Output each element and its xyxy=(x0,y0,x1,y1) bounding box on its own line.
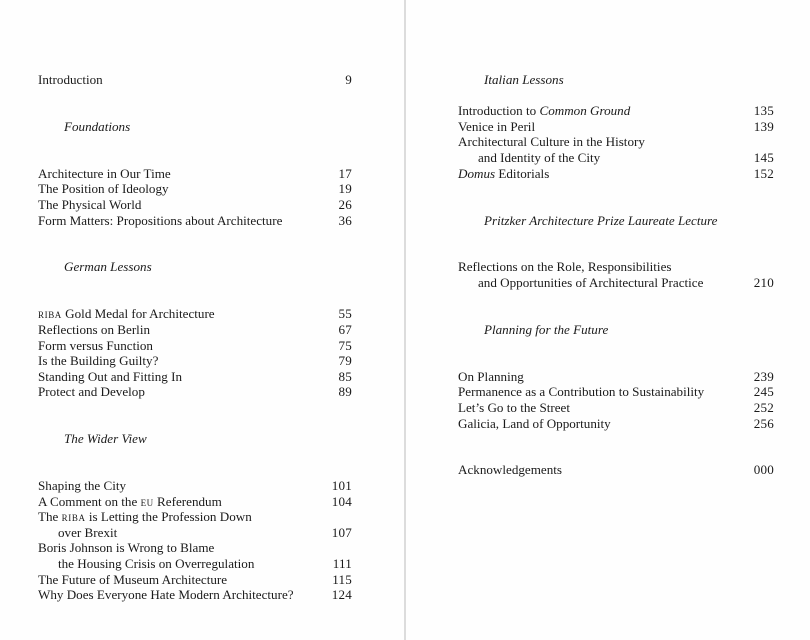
toc-entry[interactable]: Reflections on Berlin 67 xyxy=(38,321,352,337)
page-number: 124 xyxy=(331,587,352,603)
toc-entry[interactable]: Is the Building Guilty? 79 xyxy=(38,353,352,369)
page-number: 17 xyxy=(338,165,352,181)
toc-entry[interactable]: Venice in Peril 139 xyxy=(458,118,774,134)
toc-entry[interactable]: Let’s Go to the Street 252 xyxy=(458,400,774,415)
page-number: 111 xyxy=(332,556,352,572)
right-contents-column xyxy=(458,72,774,478)
toc-entry[interactable]: Domus Editorials 152 xyxy=(458,165,774,181)
page-number: 9 xyxy=(345,72,352,87)
page-number: 36 xyxy=(338,212,352,228)
page-number: 239 xyxy=(753,368,774,384)
page-number: 135 xyxy=(753,103,774,119)
left-page xyxy=(0,0,404,640)
page-number: 256 xyxy=(753,415,774,431)
toc-entry[interactable]: Form Matters: Propositions about Architecture 36 xyxy=(38,212,352,228)
page-number: 115 xyxy=(332,571,352,587)
page-number: 19 xyxy=(338,181,352,197)
toc-entry[interactable]: The Physical World 26 xyxy=(38,196,352,212)
left-contents-column xyxy=(38,72,352,603)
toc-entry[interactable]: Standing Out and Fitting In 85 xyxy=(38,368,352,384)
page-number: 75 xyxy=(338,337,352,353)
page-number: 67 xyxy=(338,321,352,337)
page-number: 79 xyxy=(338,353,352,369)
toc-entry-acknowledgements[interactable]: Acknowledgements 000 xyxy=(458,462,774,478)
toc-entry[interactable]: Why Does Everyone Hate Modern Architecture? 124 xyxy=(38,587,352,603)
section-heading-italian-lessons: Italian Lessons xyxy=(484,72,564,87)
toc-entry[interactable]: riba Gold Medal for Architecture 55 xyxy=(38,306,352,322)
toc-entry[interactable]: The Future of Museum Architecture 115 xyxy=(38,571,352,587)
toc-entry[interactable]: A Comment on the eu Referendum 104 xyxy=(38,493,352,509)
section-heading-pritzker: Pritzker Architecture Prize Laureate Lecture xyxy=(484,212,718,228)
toc-entry[interactable]: Protect and Develop 89 xyxy=(38,384,352,400)
page-number: 152 xyxy=(753,165,774,181)
page-number: 245 xyxy=(753,384,774,400)
page-number: 000 xyxy=(753,462,774,478)
toc-entry-continuation[interactable]: the Housing Crisis on Overregulation 111 xyxy=(58,556,352,572)
toc-entry[interactable]: Architecture in Our Time 17 xyxy=(38,165,352,181)
toc-entry-continuation[interactable]: and Opportunities of Architectural Practice 210 xyxy=(478,275,774,291)
toc-entry[interactable]: On Planning 239 xyxy=(458,368,774,384)
toc-entry[interactable]: Architectural Culture in the History xyxy=(458,134,645,150)
page-number: 85 xyxy=(338,368,352,384)
page-number: 101 xyxy=(331,478,352,494)
section-heading-german-lessons: German Lessons xyxy=(64,259,152,275)
toc-entry[interactable]: Introduction to Common Ground 135 xyxy=(458,103,774,119)
page-number: 55 xyxy=(338,306,352,322)
toc-entry-continuation[interactable]: over Brexit 107 xyxy=(58,524,352,540)
section-heading-wider-view: The Wider View xyxy=(64,431,147,447)
section-heading-foundations: Foundations xyxy=(64,118,131,134)
page-number: 252 xyxy=(753,400,774,415)
toc-entry[interactable]: Introduction 9 xyxy=(38,72,352,87)
toc-entry[interactable]: Shaping the City 101 xyxy=(38,478,352,494)
toc-entry[interactable]: Reflections on the Role, Responsibilities xyxy=(458,259,672,275)
page-number: 139 xyxy=(753,118,774,134)
page-number: 104 xyxy=(331,493,352,509)
page-number: 210 xyxy=(753,275,774,291)
page-number: 89 xyxy=(338,384,352,400)
toc-entry[interactable]: Boris Johnson is Wrong to Blame xyxy=(38,540,215,556)
toc-entry[interactable]: Form versus Function 75 xyxy=(38,337,352,353)
toc-entry-continuation[interactable]: and Identity of the City 145 xyxy=(478,150,774,166)
page-number: 107 xyxy=(331,524,352,540)
toc-entry[interactable]: Galicia, Land of Opportunity 256 xyxy=(458,415,774,431)
toc-entry[interactable]: Permanence as a Contribution to Sustainability 245 xyxy=(458,384,774,400)
toc-entry[interactable]: The riba is Letting the Profession Down xyxy=(38,509,252,525)
toc-entry[interactable]: The Position of Ideology 19 xyxy=(38,181,352,197)
right-page xyxy=(406,0,810,640)
page-number: 145 xyxy=(753,150,774,166)
page-number: 26 xyxy=(338,196,352,212)
section-heading-planning: Planning for the Future xyxy=(484,321,609,337)
